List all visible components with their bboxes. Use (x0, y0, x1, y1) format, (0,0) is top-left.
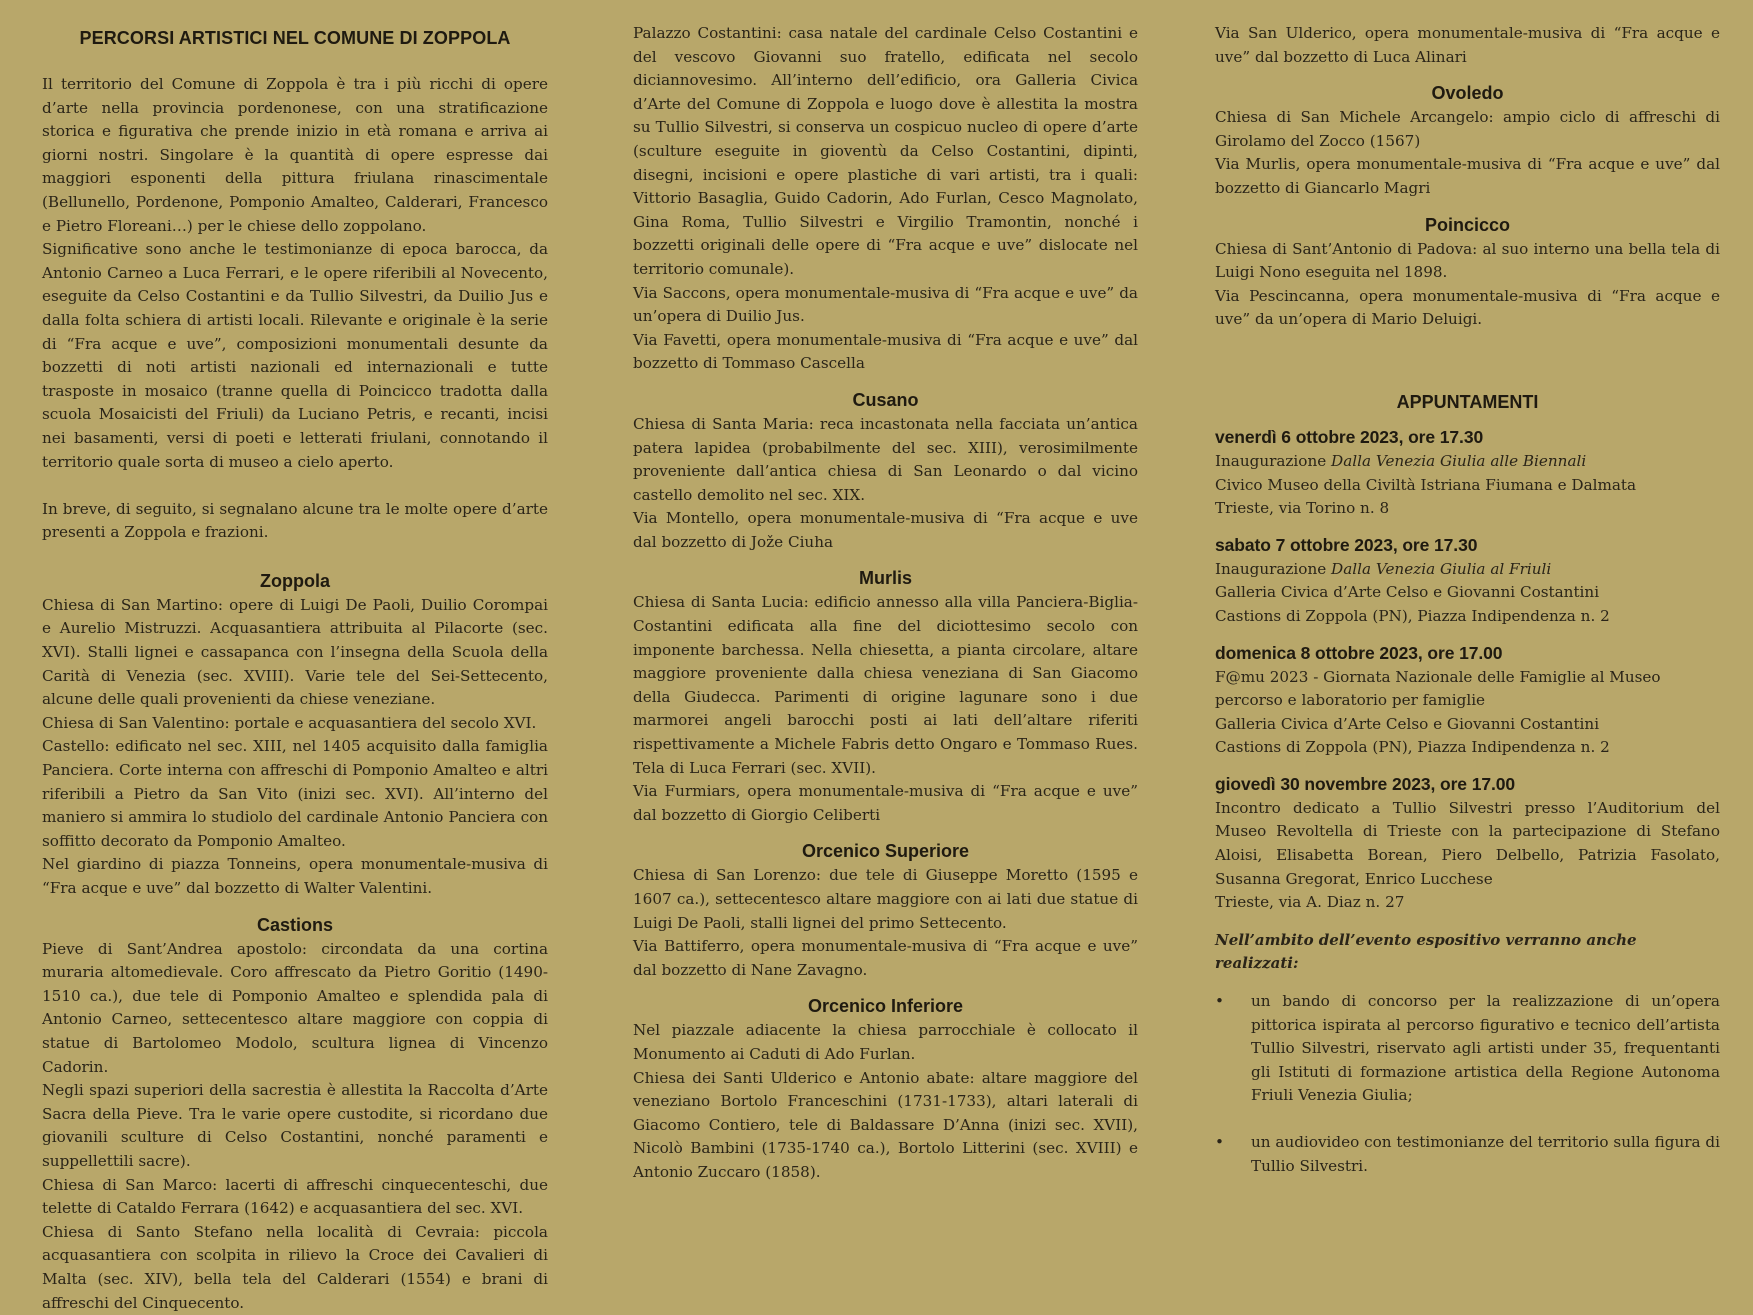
bullet-icon: • (1215, 1133, 1224, 1151)
castions-paragraph: Palazzo Costantini: casa natale del cardinale Celso Costantini e del vescovo Giovanni suo fratello, edificata nel secolo diciannovesimo. All’interno dell’edificio, ora Galleria Civica d’Arte del Comune di Zoppola e luogo dove è allestita la mostra su Tullio Silvestri, si conserva un cospicuo nucleo di opere d’arte (sculture eseguite in gioventù da Celso Costantini, dipinti, disegni, incisioni e opere plastiche di vari artisti, tra i quali: Vittorio Basaglia, Guido Cadorin, Ado Furlan, Cesco Magnolato, Gina Roma, Tullio Silvestri e Virgilio Tramontin, nonché i bozzetti originali delle opere di “Fra acque e uve” dislocate nel territorio comunale). (633, 24, 1138, 278)
murlis-paragraph: Via Furmiars, opera monumentale-musiva di “Fra acque e uve” dal bozzetto di Giorgio Celiberti (633, 782, 1138, 824)
cusano-paragraph: Via Montello, opera monumentale-musiva di “Fra acque e uve dal bozzetto di Jože Ciuha (633, 509, 1138, 551)
event-venue: Galleria Civica d’Arte Celso e Giovanni Costantini (1215, 714, 1600, 733)
ovoledo-paragraph: Via Murlis, opera monumentale-musiva di “Fra acque e uve” dal bozzetto di Giancarlo Magri (1215, 155, 1720, 197)
orcenico-superiore-paragraph: Via Battiferro, opera monumentale-musiva di “Fra acque e uve” dal bozzetto di Nane Zavagno. (633, 937, 1138, 979)
event-date: giovedì 30 novembre 2023, ore 17.00 (1215, 773, 1515, 794)
event-date: sabato 7 ottobre 2023, ore 17.30 (1215, 534, 1478, 555)
intro-paragraph-1: Il territorio del Comune di Zoppola è tra i più ricchi di opere d’arte nella provincia pordenonese, con una stratificazione storica e figurativa che prende inizio in età romana e arriva ai giorni nostri. Singolare è la quantità di opere espresse dai maggiori esponenti della pittura friulana rinascimentale (Bellunello, Pordenone, Pomponio Amalteo, Calderari, Francesco e Pietro Floreani…) per le chiese dello zoppolano. (42, 75, 548, 235)
orcenico-inferiore-paragraph: Chiesa dei Santi Ulderico e Antonio abate: altare maggiore del veneziano Bortolo Franceschini (1731-1733), altari laterali di Giacomo Contiero, tele di Baldassare D’Anna (inizi sec. XVII), Nicolò Bambini (1735-1740 ca.), Bortolo Litterini (sec. XVIII) e Antonio Zuccaro (1858). (633, 1068, 1138, 1181)
zoppola-paragraph: Chiesa di San Valentino: portale e acquasantiera del secolo XVI. (42, 713, 537, 732)
event-item (1215, 427, 1720, 521)
events-note: Nell’ambito dell’evento espositivo verranno anche realizzati: (1215, 930, 1637, 973)
column-2 (633, 22, 1138, 1185)
zoppola-paragraph: Chiesa di San Martino: opere di Luigi De Paoli, Duilio Corompai e Aurelio Mistruzzi. Acquasantiera attribuita al Pilacorte (sec. XVI). Stalli lignei e cassapanca con l’insegna della Scuola della Carità di Venezia (sec. XVIII). Varie tele del Sei-Settecento, alcune delle quali provenienti da chiese veneziane. (42, 595, 548, 709)
event-title: Dalla Venezia Giulia alle Biennali (1331, 451, 1587, 470)
event-item (1215, 643, 1720, 760)
event-item (1215, 535, 1720, 629)
bullet-icon: • (1215, 992, 1224, 1011)
event-line: F@mu 2023 - Giornata Nazionale delle Famiglie al Museo (1215, 667, 1661, 686)
orcenico-inferiore-paragraph: Nel piazzale adiacente la chiesa parrocchiale è collocato il Monumento ai Caduti di Ado Furlan. (633, 1021, 1138, 1063)
castions-paragraph: Chiesa di San Marco: lacerti di affreschi cinquecenteschi, due telette di Cataldo Ferrara (1642) e acquasantiera del sec. XVI. (42, 1175, 548, 1218)
event-venue: Civico Museo della Civiltà Istriana Fiumana e Dalmata (1215, 475, 1637, 494)
castions-paragraph: Via Saccons, opera monumentale-musiva di “Fra acque e uve” da un’opera di Duilio Jus. (633, 283, 1138, 326)
list-item-text: un audiovideo con testimonianze del territorio sulla figura di Tullio Silvestri. (1251, 1133, 1720, 1175)
event-title: Dalla Venezia Giulia al Friuli (1331, 559, 1552, 578)
castions-paragraph: Pieve di Sant’Andrea apostolo: circondata da una cortina muraria altomedievale. Coro affrescato da Pietro Goritio (1490-1510 ca.), due tele di Pomponio Amalteo e splendida pala di Antonio Carneo, settecentesco altare maggiore con coppia di statue di Bartolomeo Modolo, scultura lignea di Vincenzo Cadorin. (42, 939, 548, 1076)
castions-paragraph: Via Favetti, opera monumentale-musiva di “Fra acque e uve” dal bozzetto di Tommaso Cascella (633, 330, 1138, 373)
zoppola-paragraph: Nel giardino di piazza Tonneins, opera monumentale-musiva di “Fra acque e uve” dal bozzetto di Walter Valentini. (42, 855, 548, 897)
castions-paragraph: Chiesa di Santo Stefano nella località di Cevraia: piccola acquasantiera con scolpita in rilievo la Croce dei Cavalieri di Malta (sec. XIV), bella tela del Calderari (1554) e brani di affreschi del Cinquecento. (42, 1222, 548, 1312)
page-title: PERCORSI ARTISTICI NEL COMUNE DI ZOPPOLA (79, 28, 511, 48)
section-heading-zoppola: Zoppola (260, 570, 330, 591)
orcenico-inferiore-paragraph: Via San Ulderico, opera monumentale-musiva di “Fra acque e uve” dal bozzetto di Luca Alinari (1215, 24, 1720, 66)
list-item (1215, 990, 1720, 1108)
ovoledo-paragraph: Chiesa di San Michele Arcangelo: ampio ciclo di affreschi di Girolamo del Zocco (1567) (1215, 108, 1720, 150)
event-venue: Galleria Civica d’Arte Celso e Giovanni Costantini (1215, 583, 1600, 602)
event-address: Castions di Zoppola (PN), Piazza Indipendenza n. 2 (1215, 738, 1610, 757)
column-3 (1215, 22, 1720, 1178)
cusano-paragraph: Chiesa di Santa Maria: reca incastonata nella facciata un’antica patera lapidea (probabilmente del sec. XIII), verosimilmente proveniente dall’antica chiesa di San Leonardo o dal vicino castello demolito nel sec. XIX. (633, 414, 1138, 504)
event-text: Inaugurazione (1215, 451, 1332, 470)
list-item-text: un bando di concorso per la realizzazione di un’opera pittorica ispirata al percorso figurativo e tecnico dell’artista Tullio Silvestri, riservato agli artisti under 35, frequentanti gli Istituti di formazione artistica della Regione Autonoma Friuli Venezia Giulia; (1251, 992, 1720, 1105)
section-heading-orcenico-superiore: Orcenico Superiore (801, 841, 970, 862)
section-heading-cusano: Cusano (852, 389, 919, 410)
section-heading-castions: Castions (256, 914, 334, 935)
event-description: Incontro dedicato a Tullio Silvestri presso l’Auditorium del Museo Revoltella di Trieste con la partecipazione di Stefano Aloisi, Elisabetta Borean, Piero Delbello, Patrizia Fasolato, Susanna Gregorat, Enrico Lucchese (1215, 798, 1720, 888)
intro-paragraph-2: Significative sono anche le testimonianze di epoca barocca, da Antonio Carneo a Luca Ferrari, e le opere riferibili al Novecento, eseguite da Celso Costantini e da Tullio Silvestri, da Duilio Jus e dalla folta schiera di artisti locali. Rilevante e originale è la serie di “Fra acque e uve”, composizioni monumentali desunte da bozzetti di noti artisti nazionali ed internazionali e tutte trasposte in mosaico (tranne quella di Poincicco tradotta dalla scuola Mosaicisti del Friuli) da Luciano Petris, e recanti, incisi nei basamenti, versi di poeti e letterati friulani, connotando il territorio quale sorta di museo a cielo aperto. (42, 240, 548, 471)
event-line: percorso e laboratorio per famiglie (1215, 691, 1486, 710)
intro-paragraph-3: In breve, di seguito, si segnalano alcune tra le molte opere d’arte presenti a Zoppola e frazioni. (42, 499, 548, 542)
zoppola-paragraph: Castello: edificato nel sec. XIII, nel 1405 acquisito dalla famiglia Panciera. Corte interna con affreschi di Pomponio Amalteo e altri riferibili a Pietro da San Vito (inizi sec. XVI). All’interno del maniero si ammira lo studiolo del cardinale Antonio Panciera con soffitto decorato da Pomponio Amalteo. (42, 737, 548, 850)
event-address: Trieste, via A. Diaz n. 27 (1215, 893, 1405, 912)
poincicco-paragraph: Chiesa di Sant’Antonio di Padova: al suo interno una bella tela di Luigi Nono eseguita nel 1898. (1215, 239, 1720, 282)
orcenico-superiore-paragraph: Chiesa di San Lorenzo: due tele di Giuseppe Moretto (1595 e 1607 ca.), settecentesco altare maggiore con ai lati due statue di Luigi De Paoli, stalli lignei del primo Settecento. (633, 866, 1138, 932)
event-address: Castions di Zoppola (PN), Piazza Indipendenza n. 2 (1215, 606, 1610, 625)
section-heading-murlis: Murlis (858, 568, 912, 589)
list-item (1215, 1131, 1720, 1178)
event-item (1215, 774, 1720, 915)
event-date: venerdì 6 ottobre 2023, ore 17.30 (1215, 426, 1484, 447)
section-heading-orcenico-inferiore: Orcenico Inferiore (807, 996, 964, 1017)
bullet-list (1215, 990, 1720, 1178)
event-address: Trieste, via Torino n. 8 (1215, 499, 1390, 518)
event-date: domenica 8 ottobre 2023, ore 17.00 (1215, 642, 1503, 663)
event-line (1215, 450, 1720, 474)
event-line (1215, 558, 1720, 582)
murlis-paragraph: Chiesa di Santa Lucia: edificio annesso alla villa Panciera-Biglia-Costantini edificata alla fine del diciottesimo secolo con imponente barchessa. Nella chiesetta, a pianta circolare, altare maggiore proveniente dalla chiesa veneziana di San Giacomo della Giudecca. Parimenti di origine lagunare sono i due marmorei angeli barocchi posti ai lati dell’altare riferiti rispettivamente a Michele Fabris detto Ongaro e Tommaso Rues. Tela di Luca Ferrari (sec. XVII). (633, 593, 1138, 777)
section-heading-poincicco: Poincicco (1424, 214, 1511, 235)
poincicco-paragraph: Via Pescincanna, opera monumentale-musiva di “Fra acque e uve” da un’opera di Mario Deluigi. (1215, 286, 1720, 329)
column-1 (42, 22, 548, 1315)
event-text: Inaugurazione (1215, 559, 1332, 578)
section-heading-appuntamenti: APPUNTAMENTI (1396, 391, 1539, 412)
castions-paragraph: Negli spazi superiori della sacrestia è allestita la Raccolta d’Arte Sacra della Pieve. Tra le varie opere custodite, si ricordano due giovanili sculture di Celso Costantini, nonché paramenti e suppellettili sacre). (42, 1081, 548, 1170)
section-heading-ovoledo: Ovoledo (1431, 83, 1504, 104)
